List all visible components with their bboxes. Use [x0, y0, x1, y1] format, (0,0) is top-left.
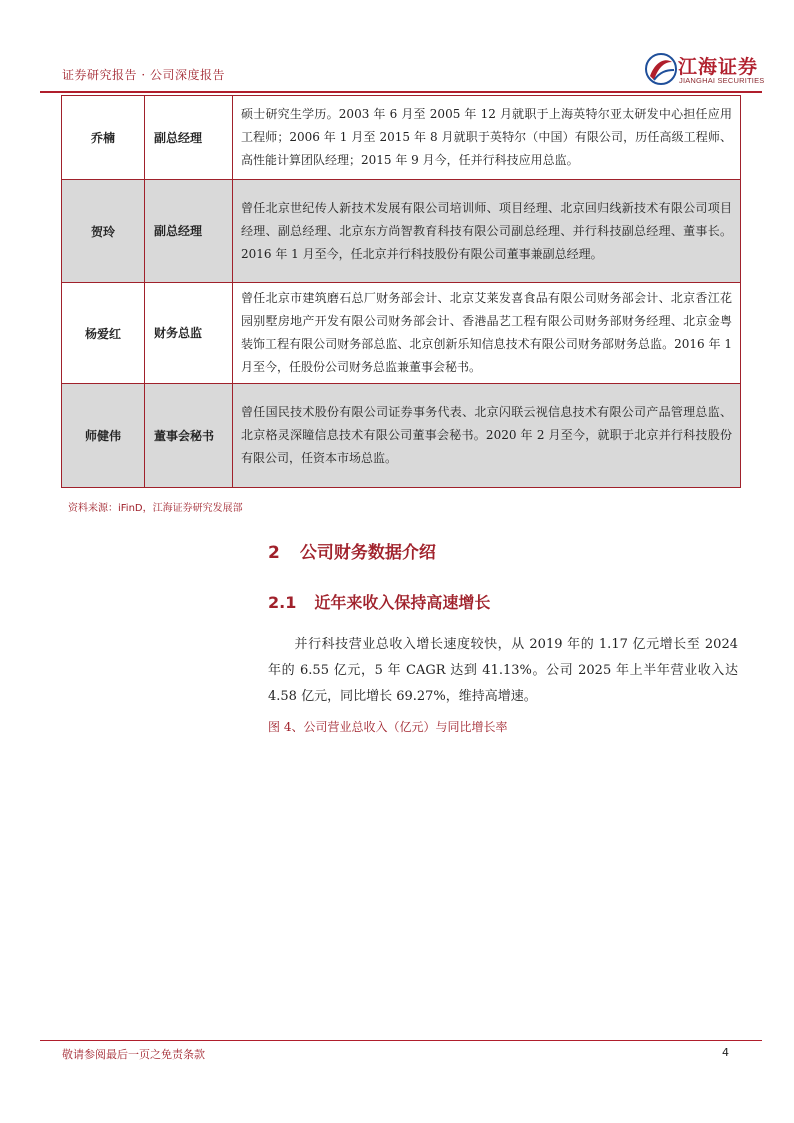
- person-title: 副总经理: [145, 180, 233, 283]
- page-number: 4: [722, 1046, 729, 1059]
- footer-disclaimer-note: 敬请参阅最后一页之免责条款: [62, 1048, 205, 1061]
- footer-divider: [40, 1040, 762, 1041]
- logo-english-name: JIANGHAI SECURITIES: [679, 76, 765, 85]
- person-name: 贺玲: [62, 180, 145, 283]
- section-title: 公司财务数据介绍: [299, 543, 436, 563]
- table-row: [62, 384, 741, 488]
- company-logo: [644, 52, 764, 88]
- table-row: [62, 96, 741, 180]
- header-report-type: 证券研究报告 · 公司深度报告: [62, 68, 225, 82]
- table-row: [62, 180, 741, 283]
- subsection-heading: [268, 590, 490, 613]
- subsection-number: 2.1: [268, 593, 297, 612]
- person-name: 杨爱红: [62, 283, 145, 384]
- section-heading: [268, 538, 436, 563]
- paragraph-text: 并行科技营业总收入增长速度较快，从 2019 年的 1.17 亿元增长至 2024 年的 6.55 亿元，5 年 CAGR 达到 41.13%。公司 2025 年上半年营业收入达 4.58 亿元，同比增长 69.27%，维持高增速。: [268, 637, 738, 704]
- logo-mark-icon: [644, 52, 678, 86]
- person-bio: 曾任国民技术股份有限公司证券事务代表、北京闪联云视信息技术有限公司产品管理总监、北京格灵深瞳信息技术有限公司董事会秘书。2020 年 2 月至今，就职于北京并行科技股份有限公司，任资本市场总监。: [233, 384, 741, 488]
- section-number: 2: [268, 543, 280, 563]
- person-title: 财务总监: [145, 283, 233, 384]
- person-title: 副总经理: [145, 96, 233, 180]
- person-bio: 硕士研究生学历。2003 年 6 月至 2005 年 12 月就职于上海英特尔亚太研发中心担任应用工程师；2006 年 1 月至 2015 年 8 月就职于英特尔（中国）有限公司，历任高级工程师、高性能计算团队经理；2015 年 9 月今，任并行科技应用总监。: [233, 96, 741, 180]
- figure-caption: 图 4、公司营业总收入（亿元）与同比增长率: [268, 720, 508, 734]
- person-bio: 曾任北京世纪传人新技术发展有限公司培训师、项目经理、北京回归线新技术有限公司项目经理、副总经理、北京东方尚智教育科技有限公司副总经理、并行科技副总经理、董事长。2016 年 1 月至今，任北京并行科技股份有限公司董事兼副总经理。: [233, 180, 741, 283]
- header-divider: [40, 91, 762, 93]
- table-row: [62, 283, 741, 384]
- person-bio: 曾任北京市建筑磨石总厂财务部会计、北京艾莱发喜食品有限公司财务部会计、北京香江花园别墅房地产开发有限公司财务部会计、香港晶艺工程有限公司财务部财务经理、北京金粤装饰工程有限公司财务部总监、北京创新乐知信息技术有限公司财务部财务总监。2016 年 1 月至今，任股份公司财务总监兼董事会秘书。: [233, 283, 741, 384]
- person-name: 师健伟: [62, 384, 145, 488]
- body-paragraph: [268, 632, 738, 710]
- table-source-note: 资料来源：iFinD，江海证券研究发展部: [68, 503, 243, 514]
- person-name: 乔楠: [62, 96, 145, 180]
- person-title: 董事会秘书: [145, 384, 233, 488]
- subsection-title: 近年来收入保持高速增长: [314, 593, 491, 612]
- logo-chinese-name: 江海证券: [678, 56, 759, 78]
- management-table: [61, 95, 741, 488]
